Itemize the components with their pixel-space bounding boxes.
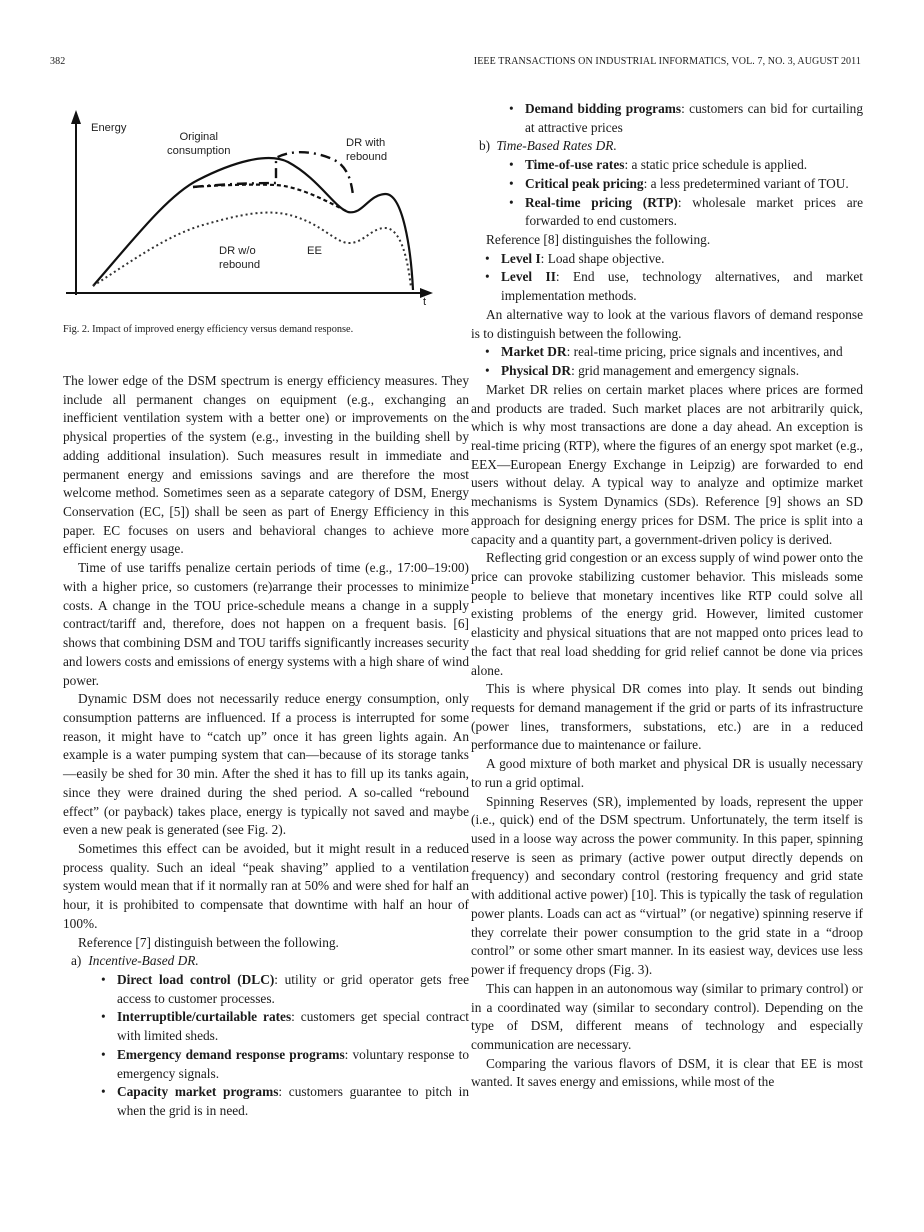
left-paragraph-2: Time of use tariffs penalize certain periods of time (e.g., 17:00–19:00) with a higher price, so customers (re)arrange their processes to minimize costs. A change in the TOU price-schedule means a change in a supply contract/tariff and, therefore, does not happen on a frequent basis. [6] shows that combining DSM and TOU tariffs significantly increases security and lowers costs and emissions of energy systems with a high share of wind power.: [63, 560, 469, 688]
item-text: : customers get special contract with limited sheds.: [117, 1009, 469, 1044]
right-paragraph-6: Market DR relies on certain market places where prices are formed and products are traded. Such market places are not arbitrarily quick, which is why most transactions are done a day ahead. An exception is real-time pricing (RTP), where the figures of an energy spot market (e.g., EEX—European Energy Exchange in Leipzig) are forwarded to end users without delay. A typical way to analyze and optimize market mechanisms is System Dynamics (SDs). Reference [9] shows an SD approach for designing energy prices for DSM. The price is split into a capacity and a quantity part, a government-driven policy is derived.: [471, 381, 863, 547]
subsection-a-title: Incentive-Based DR.: [88, 953, 199, 969]
item-term: Direct load control (DLC): [117, 972, 275, 987]
item-text: : a less predetermined variant of TOU.: [643, 175, 849, 191]
item-text: : utility or grid operator gets free access to customer processes.: [117, 972, 469, 1006]
list-item: [471, 100, 863, 137]
right-paragraph-ref8: Reference [8] distinguishes the following.: [486, 232, 711, 248]
list-item: [471, 268, 863, 305]
item-term: Capacity market programs: [117, 1084, 279, 1100]
levels-list: [471, 250, 863, 306]
item-term: Level II: [501, 269, 556, 285]
label-dr-with-rebound: [346, 137, 387, 164]
x-axis-label: t: [423, 296, 427, 308]
y-axis-arrow-icon: [71, 110, 81, 124]
item-term: Critical peak pricing: [525, 175, 644, 191]
list-item: [471, 194, 863, 231]
item-text: : a static price schedule is applied.: [624, 157, 808, 173]
list-item: [63, 1008, 469, 1045]
label-ee: EE: [307, 245, 322, 257]
x-axis-arrow-icon: [420, 288, 433, 298]
item-text: : customers guarantee to pitch in when the grid is in need.: [117, 1084, 469, 1119]
label-dr-rebound-line2: rebound: [346, 150, 388, 163]
label-dr-without-rebound: [219, 245, 260, 272]
item-text: : voluntary response to emergency signals.: [117, 1046, 469, 1081]
right-paragraph-10: Spinning Reserves (SR), implemented by loads, represent the upper (i.e., quick) end of the DSM spectrum. Unfortunately, the term itself is used in a loose way across the power community. In this paper, spinning reserve is seen as primary (active power output directly depends on frequency) and secondary control (restoring frequency and grid state with additional active power) [10]. This is typically the task of regulation power plants. Loads can act as “virtual” (or negative) spinning reserve if they correlate their power consumption to the grid state in a “droop control” or some other smart manner. In its easiest way, devices use less power if frequency drops (Fig. 3).: [471, 793, 863, 978]
list-item: [471, 175, 863, 194]
label-dr-rebound-line1: DR with: [346, 137, 386, 149]
item-term: Level I: [501, 250, 541, 266]
subsection-b: [471, 137, 863, 156]
list-item: [63, 971, 469, 1008]
page-number: 382: [50, 56, 66, 67]
item-text: : customers can bid for curtailing at attractive prices: [525, 101, 863, 135]
item-term: Market DR: [501, 344, 567, 360]
right-paragraph-12: Comparing the various flavors of DSM, it is clear that EE is most wanted. It saves energy and emissions, while most of the: [471, 1055, 863, 1090]
subsection-b-label: b): [479, 138, 491, 154]
list-item: [471, 156, 863, 175]
list-item: [471, 362, 863, 381]
incentive-based-list: [63, 971, 469, 1121]
item-term: Time-of-use rates: [525, 157, 625, 173]
right-paragraph-7: Reflecting grid congestion or an excess supply of wind power onto the price can provoke stabilizing customer behavior. This misleads some people to believe that monetary incentives like RTP could solve all existing problems of the energy grid. However, limited customer elasticity and physical situations that are not mapped onto prices lead to the fact that real load shedding for grid relief cannot be done via prices alone.: [471, 550, 863, 678]
list-item: [63, 1083, 469, 1120]
item-term: Interruptible/curtailable rates: [117, 1009, 292, 1025]
right-paragraph-8: This is where physical DR comes into play. It sends out binding requests for demand management if the grid or parts of its infrastructure (power lines, transformers, substations, etc.) are in a reduced performance due to maintenance or failure.: [471, 681, 863, 753]
item-text: : Load shape objective.: [540, 250, 665, 266]
label-original-line1: Original: [179, 131, 218, 143]
list-item: [63, 1046, 469, 1083]
label-dr-norebound-line2: rebound: [219, 258, 261, 271]
item-text: : End use, technology alternatives, and market implementation methods.: [501, 269, 863, 304]
list-item: [471, 343, 863, 362]
left-paragraph-4: Sometimes this effect can be avoided, but it might result in a reduced process quality. Such an ideal “peak shaving” applied to a ventilation system would mean that if it normally ran at 50% and were shed for half an hour, it is prohibited to compensate that downtime with half an hour of 100%.: [63, 840, 469, 931]
dr-without-rebound-curve: [193, 185, 348, 212]
figure-2: [63, 100, 469, 320]
subsection-b-title: Time-Based Rates DR.: [496, 138, 617, 154]
left-column: [63, 100, 469, 1121]
list-item: [471, 250, 863, 269]
subsection-a: [63, 952, 469, 971]
item-text: : grid management and emergency signals.: [571, 363, 800, 379]
item-term: Real-time pricing (RTP): [525, 194, 678, 210]
dr-types-list: [471, 343, 863, 380]
label-original-line2: consumption: [167, 144, 231, 157]
left-paragraph-1: The lower edge of the DSM spectrum is energy efficiency measures. They include all permanent changes on equipment (e.g., exchanging an inefficient ventilation system with a better one) or improvements on the physical properties of the system (e.g., investing in the building shell by adding additional insulation). Such measures result in immediate and permanent energy and emissions savings and are therefore the most welcome method. Sometimes seen as a separate category of DSM, Energy Conservation (EC, [5]) shall be seen as part of Energy Efficiency in this paper. EC focuses on users and behavioral changes to achieve more efficient energy usage.: [63, 373, 469, 557]
running-header: IEEE TRANSACTIONS ON INDUSTRIAL INFORMATICS, VOL. 7, NO. 3, AUGUST 2011: [473, 56, 861, 67]
time-based-list: [471, 156, 863, 231]
right-column: [471, 100, 863, 1092]
label-dr-norebound-line1: DR w/o: [219, 245, 256, 257]
right-paragraph-9: A good mixture of both market and physical DR is usually necessary to run a grid optimal.: [471, 756, 863, 790]
right-paragraph-11: This can happen in an autonomous way (similar to primary control) or in a coordinated way (similar to secondary control). Depending on the type of DSM, different means of technology and especially communication are necessary.: [471, 980, 863, 1052]
left-paragraph-5: Reference [7] distinguish between the following.: [78, 934, 339, 950]
item-term: Physical DR: [501, 363, 572, 379]
incentive-based-list-continued: [471, 100, 863, 137]
subsection-a-label: a): [71, 953, 82, 969]
figure-caption: Fig. 2. Impact of improved energy efficiency versus demand response.: [63, 324, 354, 335]
item-text: : wholesale market prices are forwarded to end customers.: [525, 194, 864, 229]
item-term: Demand bidding programs: [525, 101, 682, 116]
left-paragraph-3: Dynamic DSM does not necessarily reduce energy consumption, only consumption patterns are influenced. If a process is interrupted for some reason, it might have to “catch up” once it has green lights again. An example is a water pumping system that can—because of its storage tanks—easily be shed for 30 min. After the shed it has to fill up its tanks again, since they were drained during the shed period. A so-called “rebound effect” (or payback) takes place, energy is typically not saved and maybe even a new peak is generated (see Fig. 2).: [63, 691, 469, 838]
item-text: : real-time pricing, price signals and incentives, and: [566, 344, 843, 360]
label-original-consumption: [167, 131, 230, 158]
y-axis-label: Energy: [91, 122, 127, 134]
right-paragraph-alt: An alternative way to look at the various flavors of demand response is to distinguish between the following.: [471, 306, 863, 341]
item-term: Emergency demand response programs: [117, 1046, 345, 1062]
